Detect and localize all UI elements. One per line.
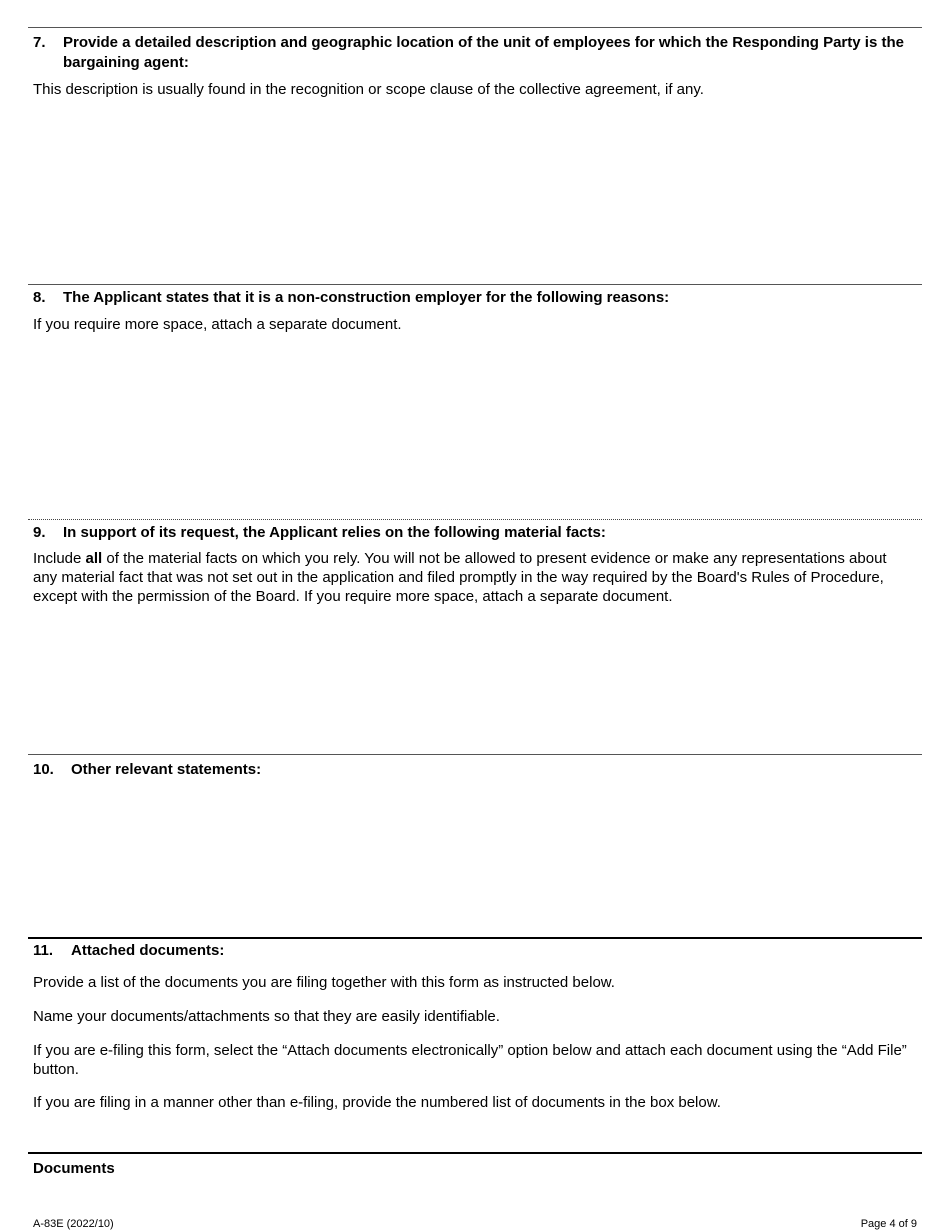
page-number: Page 4 of 9 — [860, 1218, 917, 1230]
section-9-divider — [28, 519, 922, 520]
section-9-instruction-prefix: Include — [33, 550, 86, 567]
section-8-number: 8. — [33, 289, 46, 306]
section-10-heading — [33, 760, 913, 780]
section-10-number: 10. — [33, 761, 54, 778]
section-10-answer-field[interactable] — [28, 786, 922, 934]
section-10-title: Other relevant statements: — [71, 761, 262, 778]
section-9-instruction-bold: all — [85, 550, 103, 567]
section-8-instruction: If you require more space, attach a separate document. — [33, 316, 402, 333]
section-7-instruction: This description is usually found in the recognition or scope clause of the collective agreement, if any. — [33, 81, 704, 98]
documents-divider — [28, 1152, 922, 1154]
form-id: A-83E (2022/10) — [33, 1218, 114, 1230]
section-8-heading — [33, 288, 913, 308]
section-9-number: 9. — [33, 524, 46, 541]
section-9-title: In support of its request, the Applicant relies on the following material facts: — [63, 524, 606, 541]
section-7-answer-field[interactable] — [28, 104, 922, 280]
section-11-paragraph-4: If you are filing in a manner other than e-filing, provide the numbered list of documents in the box below. — [33, 1094, 721, 1111]
section-7-heading — [33, 33, 913, 73]
documents-label: Documents — [33, 1160, 115, 1177]
section-8-divider — [28, 284, 922, 285]
section-9-answer-field[interactable] — [28, 612, 922, 750]
section-7-title: Provide a detailed description and geographic location of the unit of employees for which the Responding Party is the bargaining agent: — [63, 34, 904, 71]
section-7-divider — [28, 27, 922, 28]
section-8-answer-field[interactable] — [28, 340, 922, 515]
section-9-instruction-rest: of the material facts on which you rely. You will not be allowed to present evidence or make any representations about any material fact that was not set out in the application and filed promptly in the way required by the Board's Rules of Procedure, except with the permission of the Board. If you require more space, attach a separate document. — [33, 550, 887, 605]
section-11-paragraph-1: Provide a list of the documents you are filing together with this form as instructed below. — [33, 974, 615, 991]
section-8-title: The Applicant states that it is a non-construction employer for the following reasons: — [63, 289, 670, 306]
section-7-number: 7. — [33, 34, 46, 51]
section-11-paragraph-2: Name your documents/attachments so that they are easily identifiable. — [33, 1008, 500, 1025]
section-11-number: 11. — [33, 942, 54, 959]
section-11-heading — [33, 941, 913, 961]
section-9-instruction — [33, 549, 913, 606]
section-11-divider — [28, 937, 922, 939]
section-10-divider — [28, 754, 922, 755]
section-11-title: Attached documents: — [71, 942, 225, 959]
section-9-heading — [33, 523, 913, 543]
section-11-paragraph-3: If you are e-filing this form, select the “Attach documents electronically” option below and attach each document using the “Add File” button. — [33, 1042, 907, 1078]
